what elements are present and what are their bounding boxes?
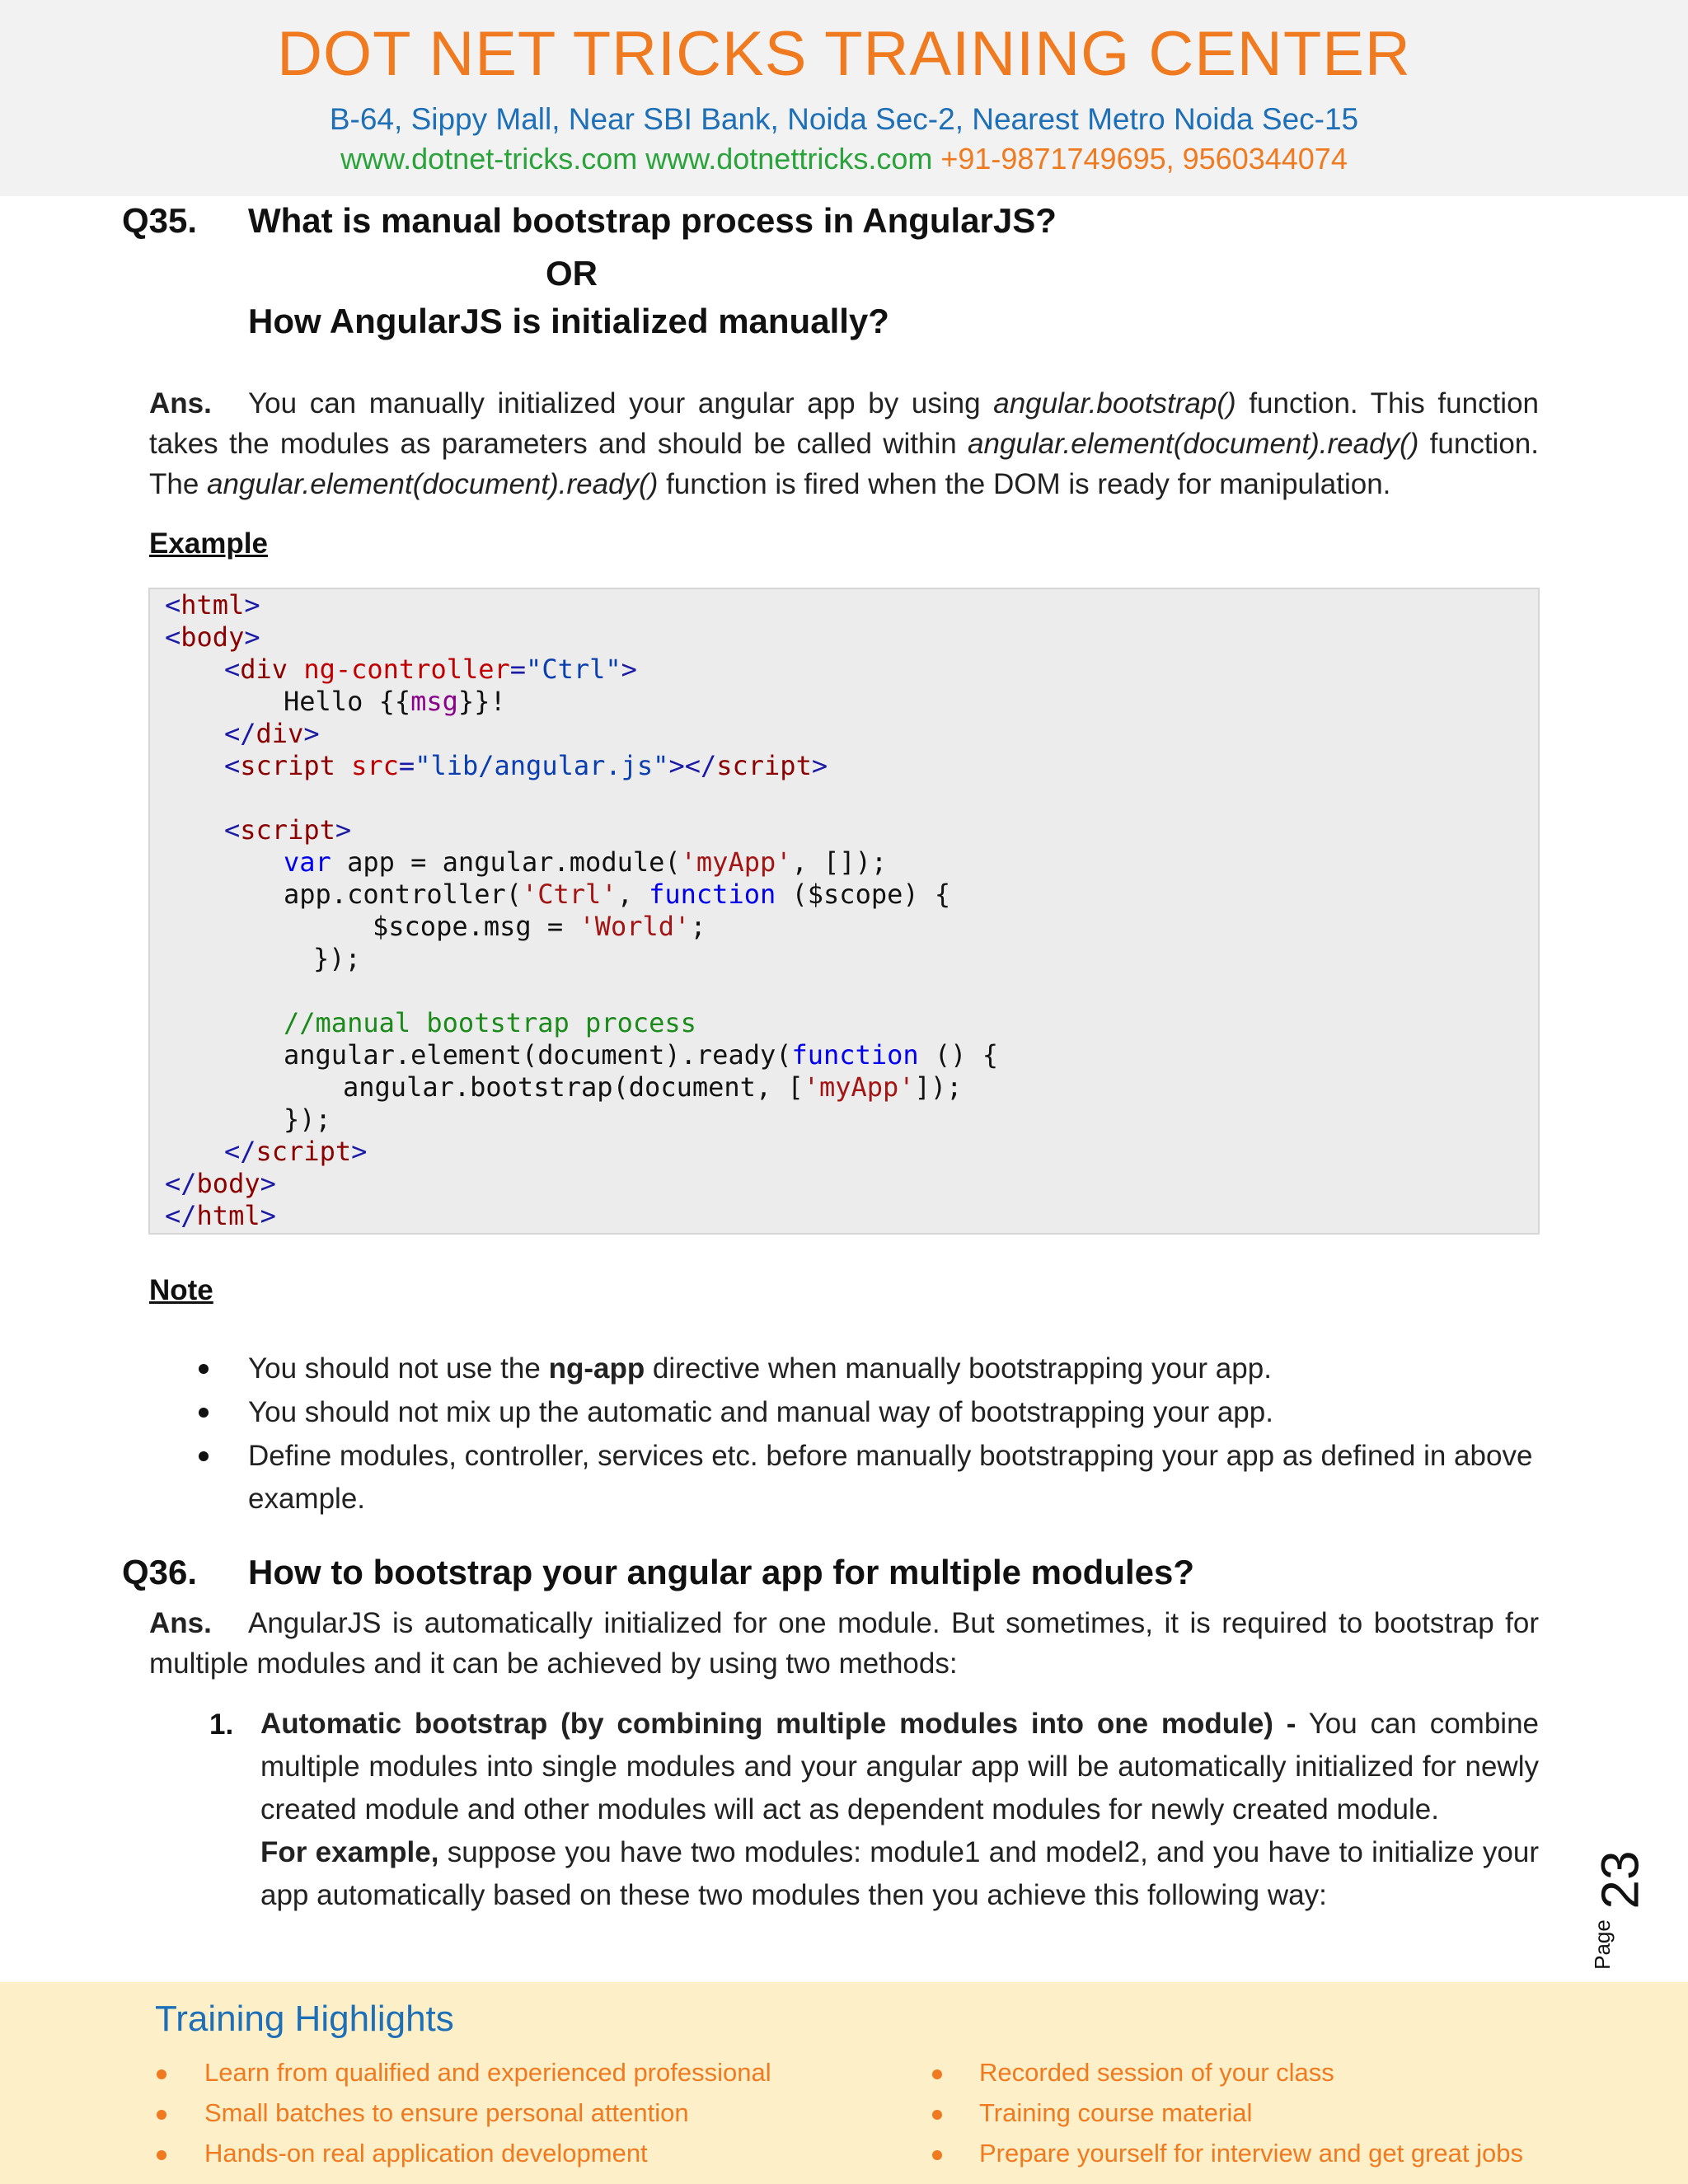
website-link-1[interactable]: www.dotnet-tricks.com	[340, 142, 638, 176]
method-text: You can combine multiple modules into single modules and your angular app will be automatically initialized for newly created module and other modules will act as dependent modules for newly created module.	[260, 1708, 1540, 1825]
code-line: </html>	[165, 1200, 276, 1231]
answer-text: function. The	[149, 428, 1539, 500]
note-item-continued: example.	[248, 1483, 366, 1515]
answer-text: function. This function takes the modules as parameters and should be called within	[149, 387, 1539, 460]
bullet-dot	[199, 1364, 209, 1374]
bullet-dot	[157, 2069, 166, 2079]
answer-text: You can manually initialized your angular app by using	[248, 387, 994, 419]
example-heading: Example	[149, 527, 268, 560]
inline-code: angular.element(document).ready()	[207, 468, 659, 500]
q36-number: Q36.	[122, 1553, 198, 1591]
code-line: $scope.msg = 'World';	[373, 911, 706, 942]
code-line: </script>	[224, 1136, 368, 1167]
highlight-item: Learn from qualified and experienced professional	[204, 2058, 771, 2087]
phone-numbers: +91-9871749695, 9560344074	[940, 142, 1348, 176]
code-line: <html>	[165, 589, 260, 621]
center-address: B-64, Sippy Mall, Near SBI Bank, Noida Sec-2, Nearest Metro Noida Sec-15	[329, 102, 1359, 136]
highlight-item: Training course material	[979, 2098, 1253, 2127]
center-title: DOT NET TRICKS TRAINING CENTER	[277, 19, 1411, 89]
answer-label: Ans.	[149, 1607, 212, 1639]
bullet-dot	[932, 2069, 942, 2079]
code-line: angular.bootstrap(document, ['myApp']);	[343, 1071, 963, 1103]
note-item: Define modules, controller, services etc. before manually bootstrapping your app as defined in above	[248, 1440, 1533, 1472]
code-line: </div>	[224, 718, 320, 749]
code-line: angular.element(document).ready(function () {	[284, 1039, 998, 1071]
highlight-item: Prepare yourself for interview and get great jobs	[979, 2139, 1523, 2168]
example-label: For example,	[260, 1836, 439, 1868]
bullet-dot	[932, 2110, 942, 2120]
page-label: Page	[1589, 1919, 1615, 1970]
code-example-box	[148, 588, 1540, 1235]
q35-alt-title: How AngularJS is initialized manually?	[248, 302, 889, 340]
highlight-item: Small batches to ensure personal attention	[204, 2098, 689, 2127]
highlight-item: Hands-on real application development	[204, 2139, 648, 2168]
website-link-2[interactable]: www.dotnettricks.com	[645, 142, 933, 176]
q36-answer	[149, 1603, 1539, 1684]
code-line: <body>	[165, 621, 260, 653]
inline-code: angular.element(document).ready()	[968, 428, 1419, 460]
example-text: suppose you have two modules: module1 and model2, and you have to initialize your app automatically based on these two modules then you achieve this following way:	[260, 1836, 1539, 1911]
note-item: You should not use the ng-app directive when manually bootstrapping your app.	[248, 1352, 1272, 1385]
q36-method-1	[260, 1703, 1539, 1917]
code-line: var app = angular.module('myApp', []);	[284, 846, 888, 878]
method-title: Automatic bootstrap (by combining multiple modules into one module) -	[260, 1708, 1296, 1740]
q35-title: What is manual bootstrap process in AngularJS?	[248, 201, 1057, 240]
bullet-dot	[199, 1451, 209, 1461]
q35-answer	[149, 383, 1539, 504]
code-line: });	[313, 943, 361, 974]
code-line: app.controller('Ctrl', function ($scope) {	[284, 879, 951, 910]
highlight-item: Recorded session of your class	[979, 2058, 1334, 2087]
answer-text: AngularJS is automatically initialized for one module. But sometimes, it is required to bootstrap for multiple modules and it can be achieved by using two methods:	[149, 1607, 1539, 1680]
answer-label: Ans.	[149, 387, 212, 419]
code-line: </body>	[165, 1168, 276, 1199]
q35-or: OR	[546, 254, 598, 293]
bullet-dot	[157, 2110, 166, 2120]
code-line: });	[284, 1104, 331, 1135]
bullet-dot	[932, 2150, 942, 2160]
footer-title: Training Highlights	[155, 1999, 454, 2039]
list-number: 1.	[209, 1708, 234, 1741]
training-highlights-footer	[0, 1982, 1688, 2184]
page-number	[1581, 1830, 1655, 1978]
code-line: <script src="lib/angular.js"></script>	[224, 750, 828, 781]
page-header	[0, 0, 1688, 196]
contact-line	[0, 142, 1688, 176]
code-line: Hello {{msg}}!	[284, 686, 506, 717]
code-line: <script>	[224, 814, 352, 846]
page-number-value: 23	[1590, 1850, 1650, 1910]
answer-text: function is fired when the DOM is ready for manipulation.	[658, 468, 1391, 500]
code-line: <div ng-controller="Ctrl">	[224, 654, 637, 685]
q36-title: How to bootstrap your angular app for multiple modules?	[248, 1553, 1195, 1591]
note-item: You should not mix up the automatic and manual way of bootstrapping your app.	[248, 1396, 1273, 1428]
q35-number: Q35.	[122, 201, 198, 240]
bullet-dot	[199, 1408, 209, 1418]
note-heading: Note	[149, 1274, 213, 1306]
inline-code: angular.bootstrap()	[993, 387, 1236, 419]
code-comment: //manual bootstrap process	[284, 1007, 696, 1038]
bullet-dot	[157, 2150, 166, 2160]
